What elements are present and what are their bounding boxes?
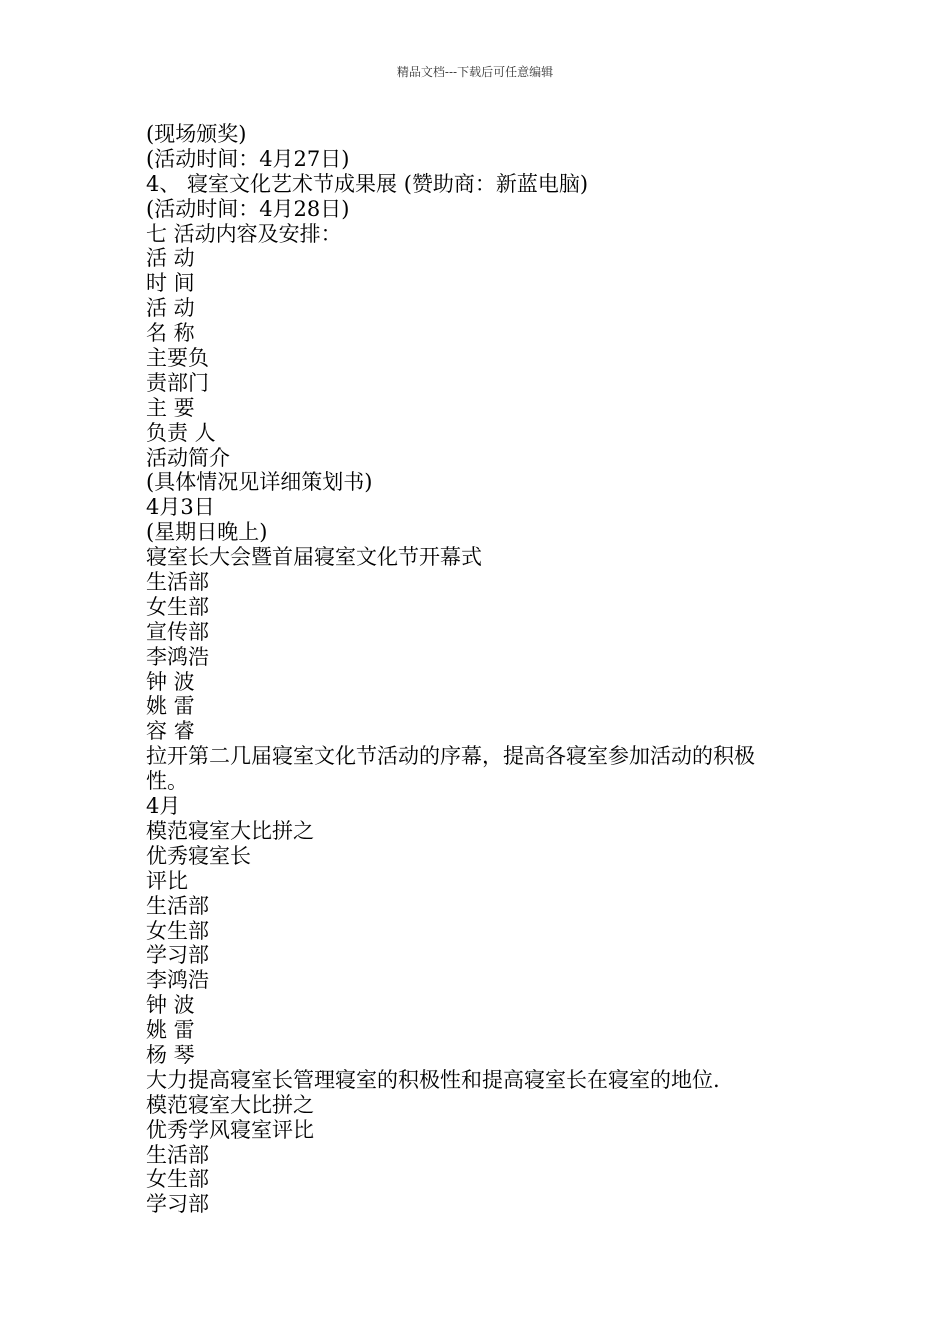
text-line: 名 称 xyxy=(146,321,195,346)
text-line: 模范寝室大比拼之 xyxy=(146,1092,314,1117)
text-line: 生活部 xyxy=(146,570,209,595)
text-line: 大力提高寝室长管理寝室的积极性和提高寝室长在寝室的地位. xyxy=(146,1067,720,1092)
text-line: 容 睿 xyxy=(146,719,195,744)
text-line: 拉开第二几届寝室文化节活动的序幕，提高各寝室参加活动的积极 xyxy=(146,744,755,769)
text-line: 活 动 xyxy=(146,246,195,271)
text-line: 生活部 xyxy=(146,1142,209,1167)
text-line: 4月 xyxy=(146,794,181,819)
text-line: 性。 xyxy=(146,769,188,794)
text-line: 主 要 xyxy=(146,395,195,420)
text-line: 钟 波 xyxy=(146,993,195,1018)
text-line: 李鸿浩 xyxy=(146,644,209,669)
text-line: 女生部 xyxy=(146,1167,209,1192)
text-line: 4月3日 xyxy=(146,495,215,520)
text-line: 4、 寝室文化艺术节成果展 (赞助商：新蓝电脑) xyxy=(146,171,589,196)
text-line: 姚 雷 xyxy=(146,694,195,719)
text-line: 学习部 xyxy=(146,943,209,968)
text-line: 宣传部 xyxy=(146,619,209,644)
text-line: 负责 人 xyxy=(146,420,216,445)
page-header: 精品文档---下载后可任意编辑 xyxy=(396,65,554,79)
text-line: (具体情况见详细策划书) xyxy=(146,470,373,495)
text-line: 学习部 xyxy=(146,1192,209,1217)
text-line: (活动时间：4月28日) xyxy=(146,196,350,221)
text-line: 优秀寝室长 xyxy=(146,843,251,868)
text-line: 女生部 xyxy=(146,918,209,943)
text-line: 评比 xyxy=(146,868,188,893)
text-line: (现场颁奖) xyxy=(146,122,247,146)
text-line: 钟 波 xyxy=(146,669,195,694)
text-line: 时 间 xyxy=(146,271,195,296)
document-body xyxy=(146,122,826,1217)
text-line: 姚 雷 xyxy=(146,1018,195,1043)
text-line: 活 动 xyxy=(146,296,195,321)
text-line: 七 活动内容及安排： xyxy=(146,221,342,246)
text-line: 责部门 xyxy=(146,370,209,395)
text-line: 寝室长大会暨首届寝室文化节开幕式 xyxy=(146,545,482,570)
text-line: 模范寝室大比拼之 xyxy=(146,818,314,843)
text-line: 生活部 xyxy=(146,893,209,918)
text-line: 杨 琴 xyxy=(146,1042,195,1067)
text-line: 优秀学风寝室评比 xyxy=(146,1117,314,1142)
text-line: 李鸿浩 xyxy=(146,968,209,993)
text-line: 女生部 xyxy=(146,594,209,619)
text-line: 活动简介 xyxy=(146,445,230,470)
text-line: (活动时间：4月27日) xyxy=(146,146,350,171)
text-line: (星期日晚上) xyxy=(146,520,268,545)
text-line: 主要负 xyxy=(146,346,209,371)
